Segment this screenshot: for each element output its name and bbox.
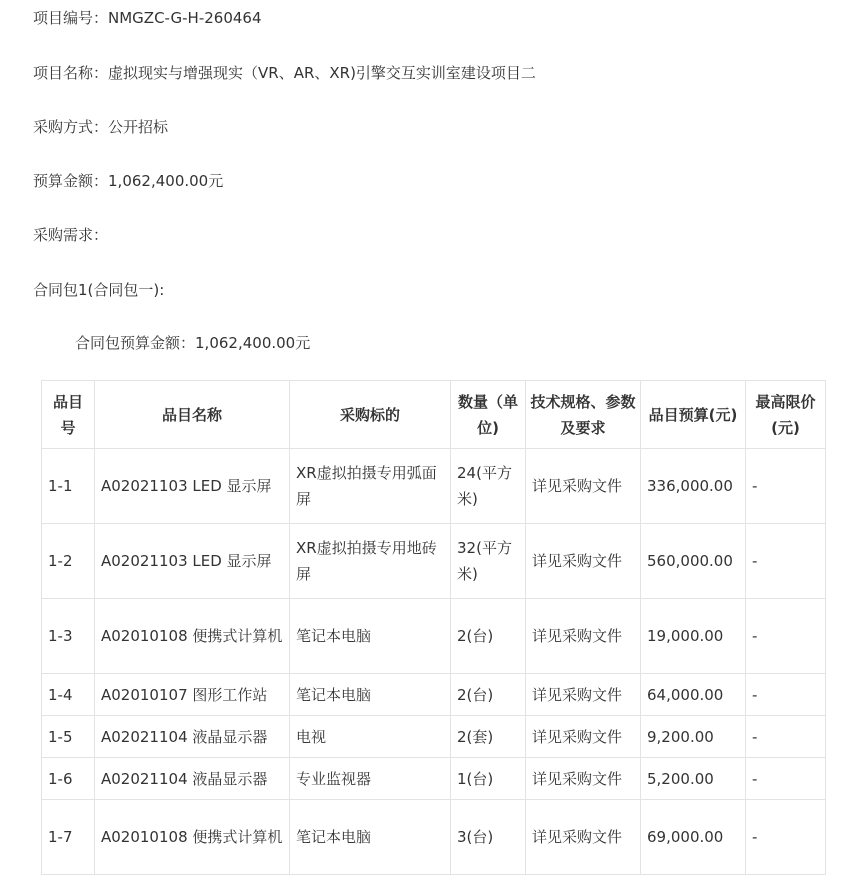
cell-max-price: - [746,524,826,599]
cell-spec: 详见采购文件 [526,449,641,524]
package-title: 合同包1(合同包一): [33,281,165,299]
cell-spec: 详见采购文件 [526,524,641,599]
project-number-line [33,8,262,28]
cell-item-no: 1-2 [42,524,95,599]
cell-quantity: 2(套) [451,716,526,758]
cell-item-budget: 5,200.00 [641,758,746,800]
table-row [42,716,826,758]
cell-item-budget: 19,000.00 [641,599,746,674]
cell-item-name: A02010108 便携式计算机 [95,599,290,674]
cell-subject: 笔记本电脑 [290,599,451,674]
cell-item-name: A02021103 LED 显示屏 [95,524,290,599]
cell-item-budget: 64,000.00 [641,674,746,716]
procurement-requirement-label: 采购需求： [33,226,109,244]
header-spec: 技术规格、参数及要求 [526,381,641,449]
items-table [41,380,826,875]
budget-value: 1,062,400.00元 [108,172,224,190]
cell-item-no: 1-6 [42,758,95,800]
table-row [42,449,826,524]
cell-item-name: A02010107 图形工作站 [95,674,290,716]
cell-item-name: A02021104 液晶显示器 [95,716,290,758]
cell-max-price: - [746,674,826,716]
cell-max-price: - [746,716,826,758]
header-item-no: 品目号 [42,381,95,449]
header-item-name: 品目名称 [95,381,290,449]
cell-quantity: 2(台) [451,674,526,716]
project-number-label: 项目编号： [33,9,109,27]
table-row [42,674,826,716]
procurement-method-value: 公开招标 [108,118,169,136]
project-number-value: NMGZC-G-H-260464 [108,9,262,27]
cell-subject: 电视 [290,716,451,758]
cell-item-no: 1-3 [42,599,95,674]
cell-item-budget: 560,000.00 [641,524,746,599]
header-subject: 采购标的 [290,381,451,449]
cell-subject: 笔记本电脑 [290,800,451,875]
cell-spec: 详见采购文件 [526,800,641,875]
cell-spec: 详见采购文件 [526,674,641,716]
cell-item-no: 1-1 [42,449,95,524]
table-row [42,800,826,875]
cell-item-no: 1-5 [42,716,95,758]
procurement-method-line [33,117,168,137]
cell-subject: 笔记本电脑 [290,674,451,716]
cell-max-price: - [746,758,826,800]
table-header-row [42,381,826,449]
cell-spec: 详见采购文件 [526,716,641,758]
cell-quantity: 3(台) [451,800,526,875]
project-name-label: 项目名称： [33,64,109,82]
cell-max-price: - [746,800,826,875]
cell-spec: 详见采购文件 [526,758,641,800]
table-row [42,599,826,674]
budget-label: 预算金额： [33,172,109,190]
cell-quantity: 2(台) [451,599,526,674]
cell-max-price: - [746,599,826,674]
cell-item-name: A02010108 便携式计算机 [95,800,290,875]
cell-quantity: 32(平方米) [451,524,526,599]
table-row [42,524,826,599]
cell-max-price: - [746,449,826,524]
project-name-line [33,63,536,83]
cell-item-budget: 69,000.00 [641,800,746,875]
package-budget-line [75,333,310,353]
header-max-price: 最高限价(元) [746,381,826,449]
cell-item-budget: 9,200.00 [641,716,746,758]
cell-item-no: 1-7 [42,800,95,875]
cell-subject: 专业监视器 [290,758,451,800]
package-budget-value: 1,062,400.00元 [195,334,311,352]
cell-item-name: A02021103 LED 显示屏 [95,449,290,524]
cell-item-budget: 336,000.00 [641,449,746,524]
header-item-budget: 品目预算(元) [641,381,746,449]
cell-item-name: A02021104 液晶显示器 [95,758,290,800]
package-budget-label: 合同包预算金额： [75,334,196,352]
procurement-method-label: 采购方式： [33,118,109,136]
cell-quantity: 1(台) [451,758,526,800]
project-name-value: 虚拟现实与增强现实（VR、AR、XR)引擎交互实训室建设项目二 [108,64,536,82]
cell-subject: XR虚拟拍摄专用弧面屏 [290,449,451,524]
header-quantity: 数量（单位) [451,381,526,449]
budget-line [33,171,223,191]
cell-item-no: 1-4 [42,674,95,716]
cell-subject: XR虚拟拍摄专用地砖屏 [290,524,451,599]
cell-quantity: 24(平方米) [451,449,526,524]
table-row [42,758,826,800]
cell-spec: 详见采购文件 [526,599,641,674]
